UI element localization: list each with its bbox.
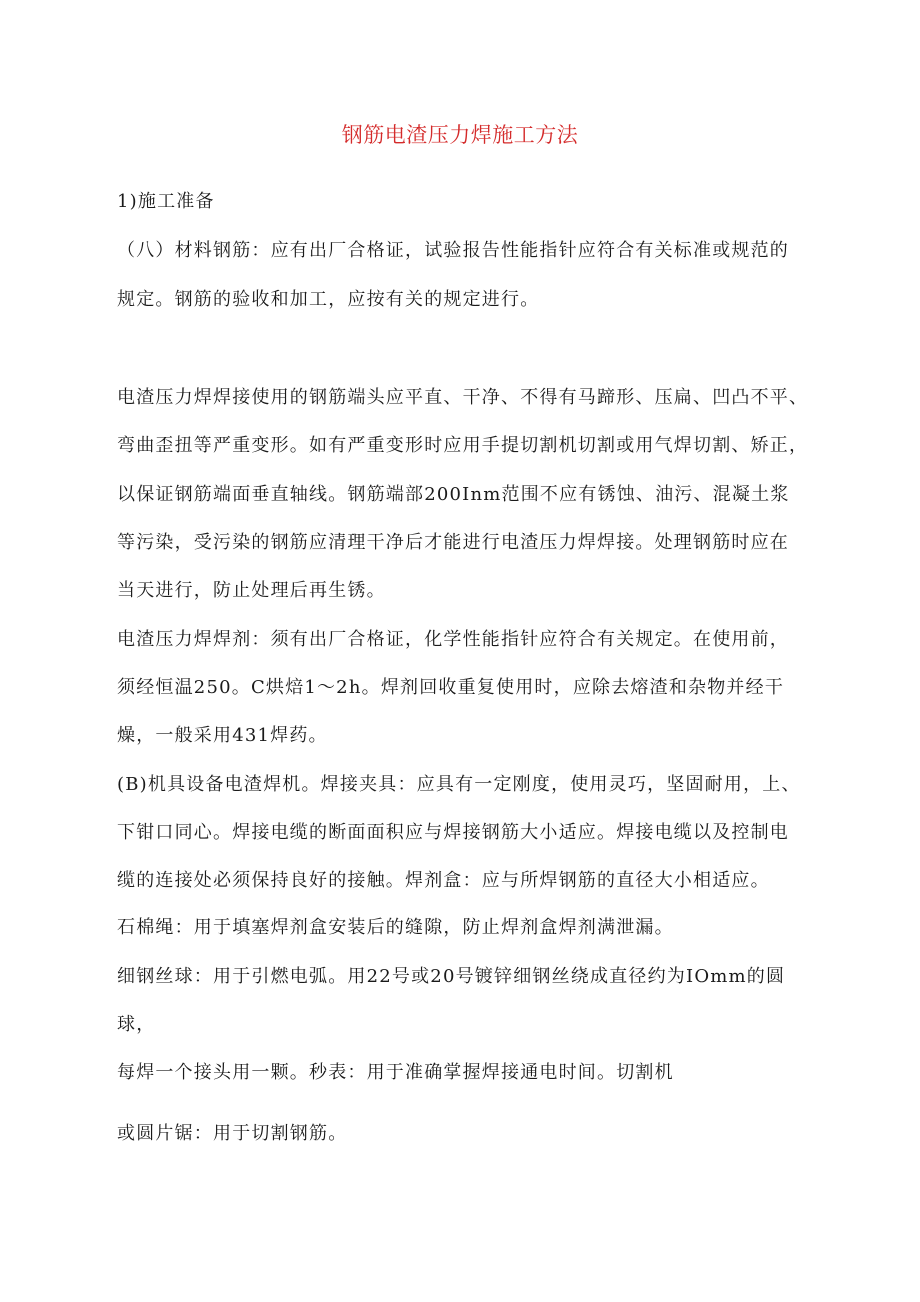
text-line-construction-prep: 1)施工准备 [117,191,215,212]
text-line: 当天进行，防止处理后再生锈。 [117,580,386,601]
text-line: 燥，一般采用431焊药。 [117,725,328,746]
text-line: 电渣压力焊焊剂：须有出厂合格证，化学性能指针应符合有关规定。在使用前， [117,629,789,650]
text-line: 电渣压力焊焊接使用的钢筋端头应平直、干净、不得有马蹄形、压扁、凹凸不平、 [117,387,809,408]
text-line: 以保证钢筋端面垂直轴线。钢筋端部200Inm范围不应有锈蚀、油污、混凝土浆 [117,484,790,505]
text-line: 石棉绳：用于填塞焊剂盒安装后的缝隙，防止焊剂盒焊剂满泄漏。 [117,917,674,938]
text-line: 须经恒温250。C烘焙1～2h。焊剂回收重复使用时，应除去熔渣和杂物并经干 [117,677,785,698]
text-line: 细钢丝球：用于引燃电弧。用22号或20号镀锌细钢丝绕成直径约为IOmm的圆 [117,966,786,987]
text-line: (B)机具设备电渣焊机。焊接夹具：应具有一定刚度，使用灵巧，坚固耐用，上、 [117,774,801,795]
document-title: 钢筋电渣压力焊施工方法 [341,123,579,147]
text-line: 或圆片锯：用于切割钢筋。 [117,1123,348,1144]
text-line: 下钳口同心。焊接电缆的断面面积应与焊接钢筋大小适应。焊接电缆以及控制电 [117,822,789,843]
text-line: 每焊一个接头用一颗。秒表：用于准确掌握焊接通电时间。切割机 [117,1062,674,1083]
text-line: 弯曲歪扭等严重变形。如有严重变形时应用手提切割机切割或用气焊切割、矫正， [117,435,809,456]
text-line: （八）材料钢筋：应有出厂合格证，试验报告性能指针应符合有关标准或规范的 [117,240,789,261]
text-line: 等污染，受污染的钢筋应清理干净后才能进行电渣压力焊焊接。处理钢筋时应在 [117,532,789,553]
text-line: 规定。钢筋的验收和加工，应按有关的规定进行。 [117,289,540,310]
text-line: 球， [117,1014,156,1035]
text-line: 缆的连接处必须保持良好的接触。焊剂盒：应与所焊钢筋的直径大小相适应。 [117,870,770,891]
